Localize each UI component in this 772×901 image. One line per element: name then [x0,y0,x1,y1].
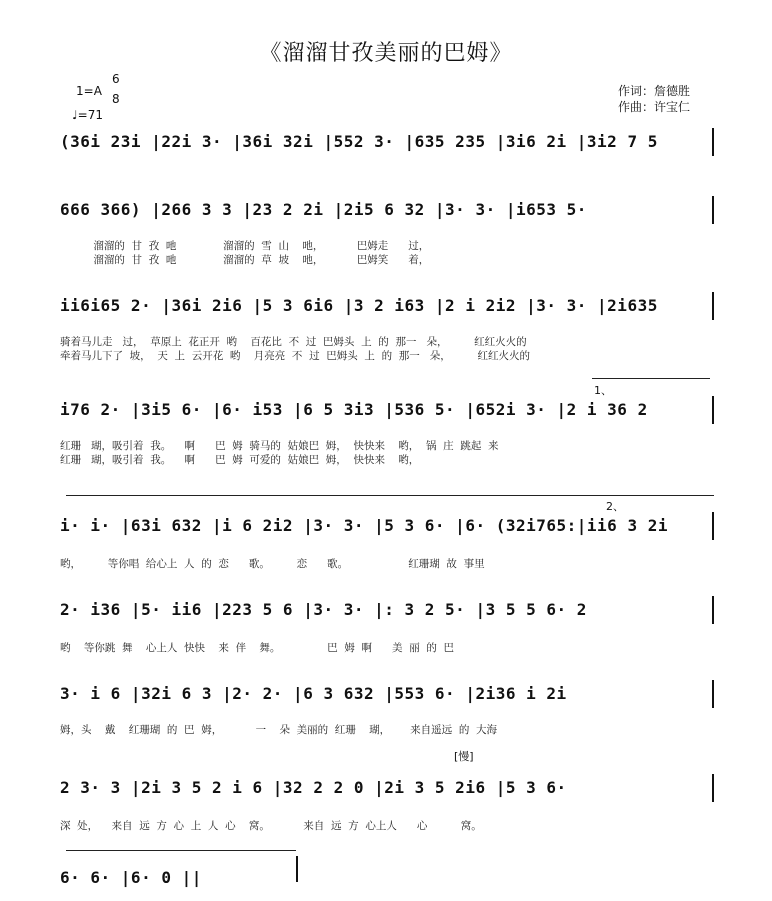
notation-row-6: 2· i36 |5· ii6 |223 5 6 |3· 3· |: 3 2 5· |3 5 5 6· 2 [60,600,587,619]
lyrics-row-5: 哟， 等你唱 给心上 人 的 恋 歌。 恋 歌。 红珊瑚 故 事里 [60,558,485,570]
volta-2-marker: 2、 [606,500,624,513]
lyrics-row-4-verse-2: 红珊 瑚，吸引着 我。 啊 巴 姆 可爱的 姑娘巴 姆， 快快来 哟， [60,454,420,466]
volta-1-marker: 1、 [594,384,612,397]
lyrics-row-3-verse-2: 牵着马儿下了 坡， 天 上 云开花 哟 月亮亮 不 过 巴姆头 上 的 那一 朵， 红红火火的 [60,350,530,362]
row-end-bar-2 [712,196,714,224]
lyrics-row-2-verse-2: 溜溜的 甘 孜 吔 溜溜的 草 坡 吔， 巴姆笑 着， [60,254,430,266]
lyrics-row-2-verse-1: 溜溜的 甘 孜 吔 溜溜的 雪 山 吔， 巴姆走 过， [60,240,430,252]
slow-tempo-mark: [慢] [454,750,474,763]
notation-row-7: 3· i 6 |32i 6 3 |2· 2· |6 3 632 |553 6· |2i36 i 2i [60,684,567,703]
lyricist: 作词：詹德胜 [618,84,691,98]
song-title: 《溜溜甘孜美丽的巴姆》 [259,41,513,66]
time-denominator: 8 [112,92,120,106]
time-numerator: 6 [112,72,120,86]
volta-1-extension [66,495,606,496]
lyrics-row-6: 哟 等你跳 舞 心上人 快快 来 伴 舞。 巴 姆 啊 美 丽 的 巴 [60,642,455,654]
lyrics-row-7: 姆，头 戴 红珊瑚 的 巴 姆， 一 朵 美丽的 红珊 瑚， 来自遥远 的 大海 [60,724,498,736]
volta-1-bracket [592,378,710,379]
notation-row-5: i· i· |63i 632 |i 6 2i2 |3· 3· |5 3 6· |6· (32i765:|ii6 3 2i [60,516,668,535]
row-end-bar-8 [712,774,714,802]
row-end-bar-6 [712,596,714,624]
composer: 作曲：许宝仁 [618,100,691,114]
row-end-bar-1 [712,128,714,156]
lyrics-row-8: 深 处， 来自 远 方 心 上 人 心 窝。 来自 远 方 心上人 心 窝。 [60,820,482,832]
row-end-bar-3 [712,292,714,320]
row-end-bar-7 [712,680,714,708]
notation-row-3: ii6i65 2· |36i 2i6 |5 3 6i6 |3 2 i63 |2 i 2i2 |3· 3· |2i635 [60,296,658,315]
final-barline [296,856,298,882]
key-signature: 1=A [76,84,102,98]
notation-row-4: i76 2· |3i5 6· |6· i53 |6 5 3i3 |536 5· |652i 3· |2 i 36 2 [60,400,648,419]
row-end-bar-4 [712,396,714,424]
notation-row-9: 6· 6· |6· 0 || [60,868,202,887]
notation-row-8: 2 3· 3 |2i 3 5 2 i 6 |32 2 2 0 |2i 3 5 2i6 |5 3 6· [60,778,567,797]
volta-2-bracket [604,495,714,496]
lyrics-row-4-verse-1: 红珊 瑚，吸引着 我。 啊 巴 姆 骑马的 姑娘巴 姆， 快快来 哟， 锅 庄 跳起 来 [60,440,499,452]
lyrics-row-3-verse-1: 骑着马儿走 过， 草原上 花正开 哟 百花比 不 过 巴姆头 上 的 那一 朵， 红红火火的 [60,336,527,348]
notation-row-1: (36i 23i |22i 3· |36i 32i |552 3· |635 235 |3i6 2i |3i2 7 5 [60,132,658,151]
tie-arc-row-9 [66,850,296,851]
row-end-bar-5 [712,512,714,540]
notation-row-2: 666 366) |266 3 3 |23 2 2i |2i5 6 32 |3· 3· |i653 5· [60,200,587,219]
tempo-mark: ♩=71 [72,108,103,122]
